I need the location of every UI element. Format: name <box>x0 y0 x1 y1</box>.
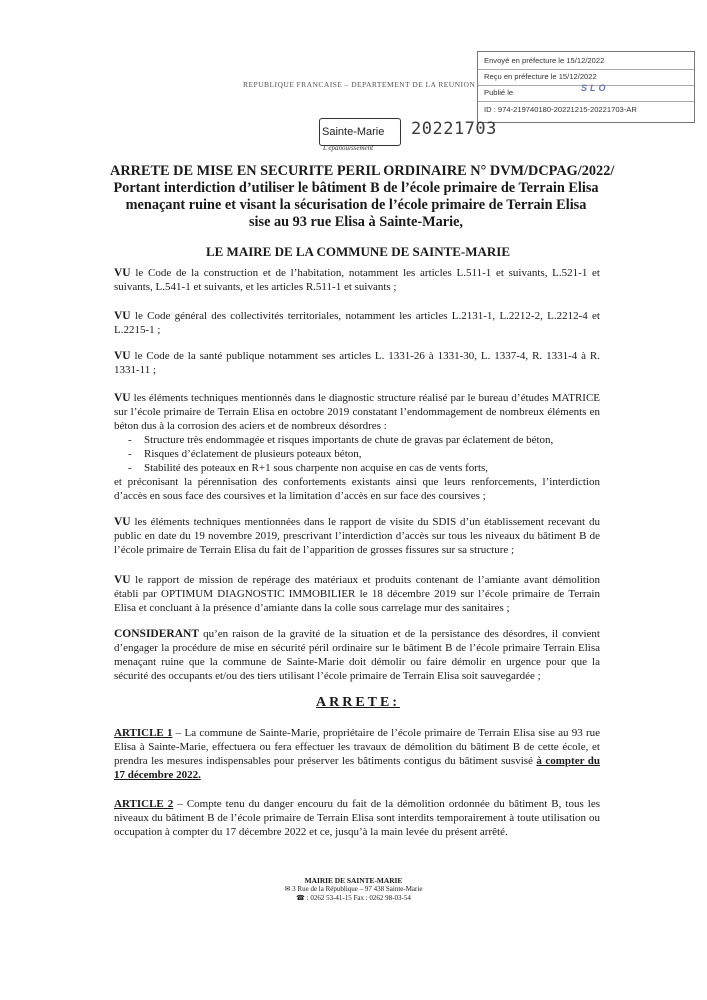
footer-phone: ☎ : 0262 53-41-15 Fax : 0262 98-03-54 <box>296 894 411 902</box>
title-line: Portant interdiction d’utiliser le bâtiment B de l’école primaire de Terrain Elisa <box>113 180 599 196</box>
footer-mairie: MAIRIE DE SAINTE-MARIE <box>304 876 403 885</box>
footer-address: ✉ 3 Rue de la République – 97 438 Sainte-Marie <box>284 885 423 893</box>
vu-outro: et préconisant la pérennisation des confortements existants ainsi que leurs renforcements, l’interdiction d’accès en sous face des coursives et la limitation d’accès en sur face des coursives ; <box>114 476 600 502</box>
vu-text: les éléments techniques mentionnées dans le rapport de visite du SDIS d’un établissement recevant du public en date du 19 novembre 2019, prescrivant l’interdiction d’accès sur tous les niveaux du bâtiment B de l’école primaire de Terrain Elisa du fait de l’apparition de grosses fissures sur sa structure ; <box>114 516 600 556</box>
stamp-received: Reçu en préfecture le 15/12/2022 <box>484 72 597 81</box>
vu-construction-code <box>114 266 600 294</box>
stamp-sent: Envoyé en préfecture le 15/12/2022 <box>484 56 605 65</box>
stamp-published: Publié le <box>484 88 514 97</box>
vu-text: le Code de la construction et de l’habitation, notamment les articles L.511-1 et suivants, L.521-1 et suivants, L.541-1 et suivants, et les articles R.511-1 et suivants ; <box>114 267 600 293</box>
vu-cgct <box>114 309 600 337</box>
considerant <box>114 627 600 683</box>
republique-header: REPUBLIQUE FRANCAISE – DEPARTEMENT DE LA REUNION <box>243 80 476 89</box>
sainte-marie-logo <box>319 118 401 152</box>
vu-label: VU <box>114 310 131 322</box>
mayor-heading: LE MAIRE DE LA COMMUNE DE SAINTE-MARIE <box>205 244 511 259</box>
article-2 <box>114 797 600 839</box>
vu-matrice-diagnostic <box>114 391 600 503</box>
considerant-label: CONSIDERANT <box>114 628 199 640</box>
vu-label: VU <box>114 350 131 362</box>
list-item: - Stabilité des poteaux en R+1 sous charpente non acquise en cas de vents forts, <box>114 461 600 475</box>
disorder-list <box>114 433 600 475</box>
logo-name: Sainte-Marie <box>322 126 385 138</box>
vu-text: les éléments techniques mentionnés dans le diagnostic structure réalisé par le bureau d’études MATRICE sur l’école primaire de Terrain Elisa en octobre 2019 constatant l’endommagement de nombreux éléments en béton dus à la corrosion des aciers et de nombreux désordres : <box>114 392 600 432</box>
vu-sdis-report <box>114 515 600 557</box>
article-1 <box>114 726 600 782</box>
article-text: – La commune de Sainte-Marie, propriétaire de l’école primaire de Terrain Elisa sise au 93 rue Elisa à Sainte-Marie, effectuera ou fera effectuer les travaux de démolition du bâtiment B de cette école, et prendra les mesures indispensables pour préserver les bâtiments contigus du bâtiment susvisé <box>114 727 600 767</box>
registration-number: 20221703 <box>411 119 497 139</box>
vu-label: VU <box>114 574 131 586</box>
article-label: ARTICLE 1 <box>114 727 173 739</box>
vu-amiante-report <box>114 573 600 615</box>
title-line: sise au 93 rue Elisa à Sainte-Marie, <box>248 214 464 230</box>
arrete-heading: ARRETE: <box>315 695 400 710</box>
vu-label: VU <box>114 267 131 279</box>
title-line: menaçant ruine et visant la sécurisation de l’école primaire de Terrain Elisa <box>125 197 587 213</box>
vu-text: le Code général des collectivités territoriales, notamment les articles L.2131-1, L.2212-2, L.2212-4 et L.2215-1 ; <box>114 310 600 336</box>
title-line: ARRETE DE MISE EN SECURITE PERIL ORDINAIRE N° DVM/DCPAG/2022/ <box>110 163 615 179</box>
stamp-id: ID : 974-219740180-20221215-20221703-AR <box>484 105 637 114</box>
logo-tagline: L'épanouissement <box>323 144 374 152</box>
article-label: ARTICLE 2 <box>114 798 174 810</box>
considerant-text: qu’en raison de la gravité de la situation et de la persistance des désordres, il convient d’engager la procédure de mise en sécurité péril ordinaire sur le bâtiment B de l’école primaire Terrain Elisa menaçant ruine que la commune de Sainte-Marie doit démolir ou faire démolir en urgence pour que la sécurité des occupants et/ou des tiers utilisant l’école primaire de Terrain Elisa soit sauvegardée ; <box>114 628 600 682</box>
vu-sante-publique <box>114 349 600 377</box>
vu-label: VU <box>114 392 131 404</box>
slo-logo: SLO <box>581 83 609 93</box>
list-item: - Risques d’éclatement de plusieurs poteaux béton, <box>114 447 600 461</box>
vu-label: VU <box>114 516 131 528</box>
article-deadline: à compter du 17 décembre 2022. <box>114 755 600 781</box>
list-item: - Structure très endommagée et risques importants de chute de gravas par éclatement de béton, <box>114 433 600 447</box>
decree-title <box>110 163 615 231</box>
article-text: – Compte tenu du danger encouru du fait de la démolition ordonnée du bâtiment B, tous les niveaux du bâtiment B de l’école primaire de Terrain Elisa sont interdits temporairement à toute utilisation ou occupation à compter du 17 décembre 2022 et ce, jusqu’à la main levée du présent arrêté. <box>114 798 600 838</box>
vu-text: le rapport de mission de repérage des matériaux et produits contenant de l’amiante avant démolition établi par OPTIMUM DIAGNOSTIC IMMOBILIER le 18 décembre 2019 sur l’école primaire de Terrain Elisa et concluant à la présence d’amiante dans la colle sous carrelage mur des sanitaires ; <box>114 574 600 614</box>
vu-text: le Code de la santé publique notamment ses articles L. 1331-26 à 1331-30, L. 1337-4, R. 1331-4 à R. 1331-11 ; <box>114 350 600 376</box>
prefecture-stamp <box>477 51 695 123</box>
footer <box>0 876 707 903</box>
